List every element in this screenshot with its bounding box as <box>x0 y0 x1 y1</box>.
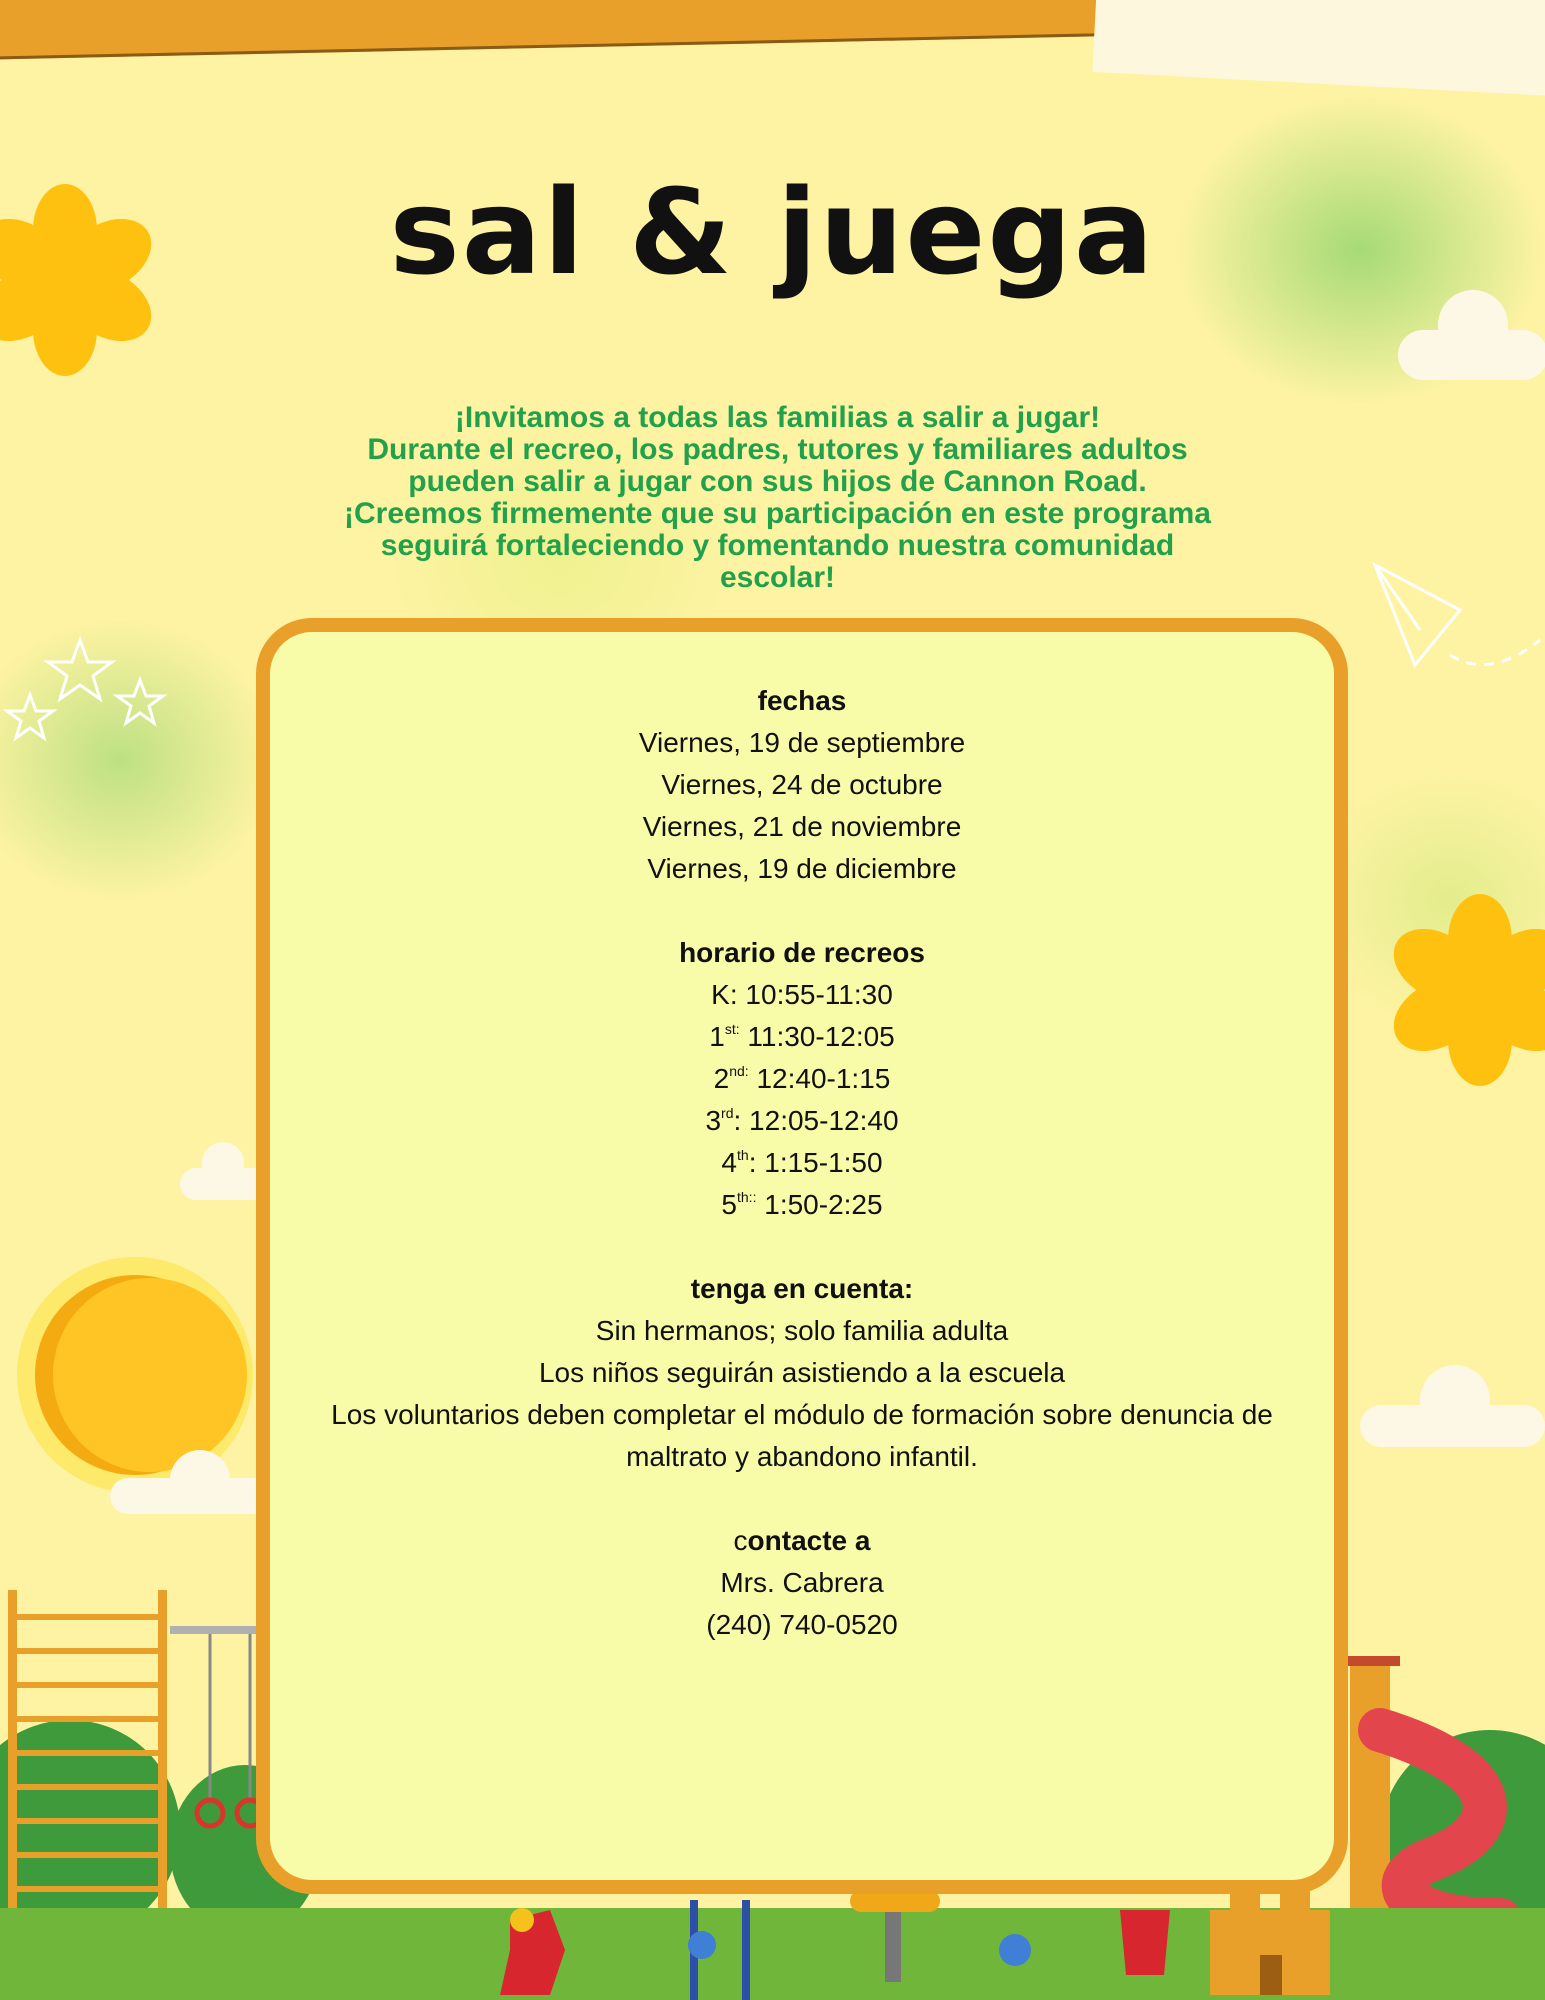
date-item: Viernes, 24 de octubre <box>661 769 943 800</box>
cloud-icon <box>1360 1360 1545 1450</box>
playground-toys-icon <box>480 1890 1040 2000</box>
date-item: Viernes, 19 de diciembre <box>647 853 957 884</box>
intro-line: ¡Invitamos a todas las familias a salir a jugar! <box>454 401 1101 434</box>
contact-heading: contacte a <box>733 1525 871 1556</box>
recess-item: $1^{st:}$ 11:30-12:05 <box>709 1021 895 1052</box>
recess-item: K: 10:55-11:30 <box>711 979 893 1010</box>
date-item: Viernes, 21 de noviembre <box>642 811 962 842</box>
note-item: Los voluntarios deben completar el módulo de formación sobre denuncia de <box>331 1399 1273 1430</box>
note-item: Los niños seguirán asistiendo a la escuela <box>538 1357 1066 1388</box>
intro-line: seguirá fortaleciendo y fomentando nuestra comunidad <box>380 529 1175 562</box>
intro-line: pueden salir a jugar con sus hijos de Cannon Road. <box>408 465 1147 498</box>
dates-heading: fechas <box>757 685 847 716</box>
recess-item: $5^{th::}$ 1:50-2:25 <box>721 1189 883 1220</box>
notes-heading: tenga en cuenta: <box>690 1273 914 1304</box>
paper-plane-icon <box>1370 560 1545 700</box>
contact-name: Mrs. Cabrera <box>720 1567 884 1598</box>
intro-line: escolar! <box>719 561 836 594</box>
recess-item: 4th: 1:15-1:50 <box>721 1147 883 1178</box>
paper-note-corner <box>1092 0 1545 98</box>
flower-icon <box>1380 885 1545 1095</box>
recess-heading: horario de recreos <box>679 937 925 968</box>
intro-line: ¡Creemos firmemente que su participación en este programa <box>344 497 1211 530</box>
info-card-content <box>270 680 1334 1646</box>
stars-icon <box>0 635 175 755</box>
recess-item: $2^{nd:}$ 12:40-1:15 <box>713 1063 891 1094</box>
top-orange-band <box>0 0 1101 60</box>
contact-phone: (240) 740-0520 <box>706 1609 898 1640</box>
gym-rings-icon <box>170 1620 260 1840</box>
intro-line: Durante el recreo, los padres, tutores y familiares adultos <box>367 433 1188 466</box>
page-title: sal & juega <box>389 163 1156 301</box>
sandcastle-icon <box>1100 1880 1340 2000</box>
note-item: Sin hermanos; solo familia adulta <box>595 1315 1009 1346</box>
date-item: Viernes, 19 de septiembre <box>638 727 966 758</box>
note-item: maltrato y abandono infantil. <box>626 1441 978 1472</box>
intro-paragraph <box>250 402 1305 594</box>
slide-icon <box>1340 1620 1545 1930</box>
climbing-ladder-icon <box>0 1590 175 1920</box>
recess-item: 3rd: 12:05-12:40 <box>705 1105 899 1136</box>
